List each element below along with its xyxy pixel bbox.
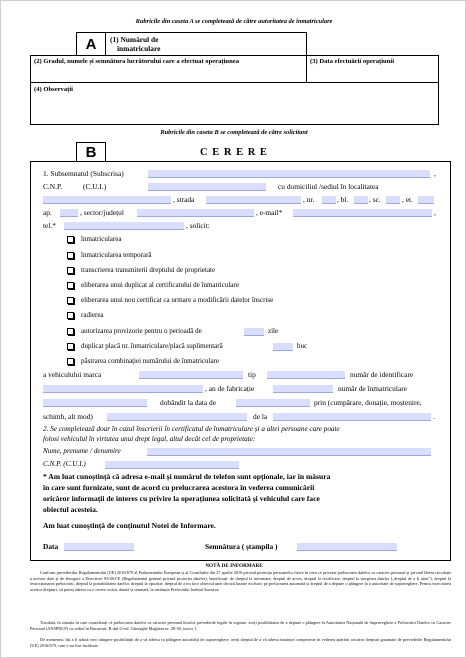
information-note-paragraph-2: Totodată, în situația în care considerați că prelucrarea datelor cu caracter personal încalcă prevederile legale în vigoare, aveți posibilitatea de a depune o plângere la Autoritatea Națională de Supraveghere a Prelucrării Datelor cu Caracter Personal (ANSPDCP) cu sediul în București, B-dul G-ral. Gheorghe Magheru nr. 28-30, sector 1. — [30, 620, 451, 631]
nr-field[interactable] — [322, 196, 336, 204]
pieces-suffix: buc — [297, 342, 308, 350]
option-checkbox-duplicat-certificat[interactable] — [67, 282, 74, 289]
domicile-label: cu domiciliul /sediul în localitatea — [278, 182, 379, 191]
information-note-title: NOTĂ DE INFORMARE — [205, 563, 263, 569]
sector-label: , sector/județul — [80, 208, 124, 217]
solicit-label: , solicit: — [186, 221, 210, 230]
registration-number-label: număr de înmatriculare — [338, 384, 407, 393]
option-checkbox-nou-certificat[interactable] — [67, 297, 74, 304]
email-label: , e-mail* — [256, 208, 283, 217]
cnp-label: C.N.P. — [43, 182, 63, 191]
et-field[interactable] — [418, 196, 434, 204]
comma: , — [434, 208, 436, 217]
option-label: păstrarea combinației numărului de înmatriculare — [81, 357, 219, 365]
from-label: de la — [253, 412, 268, 421]
applicant-name-field[interactable] — [148, 170, 430, 178]
section-2-text-1: 2. Se completează doar în cazul înscrierii în certificatul de înmatriculare și a altei persoane care poate — [43, 425, 340, 433]
sc-field[interactable] — [386, 196, 400, 204]
cui-label: (C.U.I.) — [83, 182, 107, 191]
ap-field[interactable] — [60, 209, 78, 217]
section-a-letter-box — [76, 32, 106, 56]
information-note-paragraph-1: Conform prevederilor Regulamentului (UE) 2016/679 al Parlamentului European și al Consiliului din 27 aprilie 2016 privind protecția persoanelor fizice în ceea ce privește prelucrarea datelor cu caracter personal și privind libera circulație a acestor date și de abrogare a Directivei 95/46/CE (Regulamentul general privind protecția datelor), beneficiați: de dreptul la informare, dreptul de acces, dreptul la rectificare, dreptul la ștergerea datelor („dreptul de a fi uitat”), dreptul la restricționarea prelucrării, dreptul la portabilitatea datelor, dreptul la opoziție, dreptul de a nu face obiectul unei decizii bazate exclusiv pe prelucrarea automată și dreptul de a depune o plângere la o autoritate de supraveghere. Pentru exercitarea acestor drepturi, vă puteți adresa cu o cerere scrisă, datată și semnată, la instituția Prefectului Județul Suceava. — [30, 570, 451, 592]
operation-date-cell — [306, 55, 439, 83]
ap-label: ap. — [43, 208, 52, 217]
vin-field[interactable] — [43, 385, 203, 393]
option-checkbox-radierea[interactable] — [67, 312, 74, 319]
consent-notice-3: oricăror informații de interes cu privire la operațiunea solicitată și vehiculul care face — [43, 494, 320, 503]
other-person-name-field[interactable] — [147, 448, 431, 456]
acquisition-mode-field[interactable] — [107, 413, 247, 421]
seller-field[interactable] — [273, 413, 431, 421]
et-label: , et. — [402, 195, 413, 204]
street-label: , strada — [173, 195, 195, 204]
manufacture-year-field[interactable] — [273, 385, 333, 393]
option-checkbox-duplicat-placa[interactable] — [67, 343, 74, 350]
observations-cell — [30, 82, 439, 125]
sc-label: , sc. — [369, 195, 381, 204]
section-b-letter: B — [85, 144, 97, 161]
consent-notice-2: în care sunt furnizate, sunt de acord cu prelucrarea acestora în vederea comunicării — [43, 483, 315, 492]
consent-notice-4: obiectul acesteia. — [43, 505, 98, 514]
period: . — [433, 412, 435, 421]
signature-field[interactable] — [297, 543, 397, 551]
vehicle-brand-field[interactable] — [139, 371, 243, 379]
signature-label: Semnătura ( ștampila ) — [205, 542, 278, 551]
vehicle-type-label: tip — [248, 370, 256, 379]
option-label: eliberarea unui duplicat al certificatului de înmatriculare — [81, 281, 239, 289]
information-note-ack: Am luat cunoștință de conținutul Notei de Informare. — [43, 521, 216, 530]
registration-number-field[interactable] — [43, 399, 147, 407]
option-checkbox-transcriere[interactable] — [67, 267, 74, 274]
observations-label: (4) Observații — [34, 86, 74, 93]
option-checkbox-inmatriculare[interactable] — [67, 236, 74, 243]
other-person-cnp-label: C.N.P. (C.U.I.) — [43, 460, 86, 468]
comma: , — [434, 169, 436, 178]
acquired-date-label: dobândit la data de — [160, 398, 217, 407]
option-checkbox-autorizare-provizorie[interactable] — [67, 328, 74, 335]
applicant-label: 1. Subsemnatul (Subscrisa) — [43, 169, 124, 178]
section-a-letter: A — [85, 36, 97, 53]
registration-number-cell — [105, 32, 307, 56]
option-label: înmatricularea — [81, 235, 122, 243]
acquired-date-field[interactable] — [236, 399, 310, 407]
nr-label: , nr. — [303, 195, 315, 204]
registration-number-label-1: (1) Numărul de — [110, 35, 159, 44]
operation-date-label: (3) Data efectuării operațiunii — [310, 58, 395, 65]
option-label: transcrierea transmiterii dreptului de proprietate — [81, 266, 216, 274]
option-label: duplicat placă nr. înmatriculare/placă suplimentară — [81, 342, 223, 350]
street-field[interactable] — [206, 196, 301, 204]
sector-field[interactable] — [137, 209, 254, 217]
vehicle-type-field[interactable] — [267, 371, 345, 379]
option-label: eliberarea unui nou certificat ca urmare a modificării datelor înscrise — [81, 296, 274, 304]
acquisition-mode-label: prin (cumpărare, donație, moștenire, — [314, 398, 422, 407]
provisional-days-field[interactable] — [244, 328, 264, 336]
days-suffix: zile — [268, 327, 279, 335]
other-person-name-label: Nume, prenume / denumire — [43, 447, 121, 455]
date-label: Data — [43, 542, 59, 551]
registration-number-label-2: înmatriculare — [117, 44, 161, 53]
tel-label: tel.* — [43, 221, 56, 230]
cnp-field[interactable] — [148, 183, 266, 191]
information-note-paragraph-3: De asemenea, fiți a fi adusă vreo atingere posibilității de a vă adresa cu plângere autorității de supraveghere, aveți dreptul de a vă adresa instanței competente în vederea apărării oricăror drepturi garantate de prevederile Regulamentului (UE) 2016/679, care v-au fost încălcate. — [30, 637, 451, 648]
option-label: radierea — [81, 311, 104, 319]
vin-label: număr de identificare — [350, 370, 414, 379]
section-b-caption: Rubricile din caseta B se completează de către solicitant — [160, 129, 308, 136]
manufacture-year-label: , an de fabricație — [205, 384, 255, 393]
section-2-text-2: folosi vehiculul în virtutea unui drept legal, altul decât cel de proprietate: — [43, 435, 256, 443]
email-field[interactable] — [293, 209, 432, 217]
other-person-cnp-field[interactable] — [105, 461, 239, 469]
option-checkbox-pastrare-combinatie[interactable] — [67, 358, 74, 365]
consent-notice-1: * Am luat cunoștință că adresa e-mail și numărul de telefon sunt opționale, iar în măsura — [43, 472, 331, 481]
option-label: autorizarea provizorie pentru o perioadă de — [81, 327, 202, 335]
plate-count-field[interactable] — [273, 343, 293, 351]
form-title: C E R E R E — [200, 147, 268, 158]
locality-field[interactable] — [43, 196, 171, 204]
tel-field[interactable] — [64, 222, 184, 230]
officer-cell — [30, 55, 307, 83]
date-field[interactable] — [64, 543, 134, 551]
officer-label: (2) Gradul, numele și semnătura lucrătorului care a efectuat operațiunea — [34, 58, 239, 65]
vehicle-brand-label: a vehiculului marca — [43, 370, 102, 379]
option-label: înmatricularea temporară — [81, 251, 152, 259]
bl-field[interactable] — [354, 196, 368, 204]
option-checkbox-inmatriculare-temporara[interactable] — [67, 252, 74, 259]
acquisition-mode-label-2: schimb, alt mod) — [43, 412, 93, 421]
section-a-caption: Rubricile din caseta A se completează de către autoritatea de înmatriculare — [135, 18, 333, 25]
bl-label: , bl. — [337, 195, 349, 204]
